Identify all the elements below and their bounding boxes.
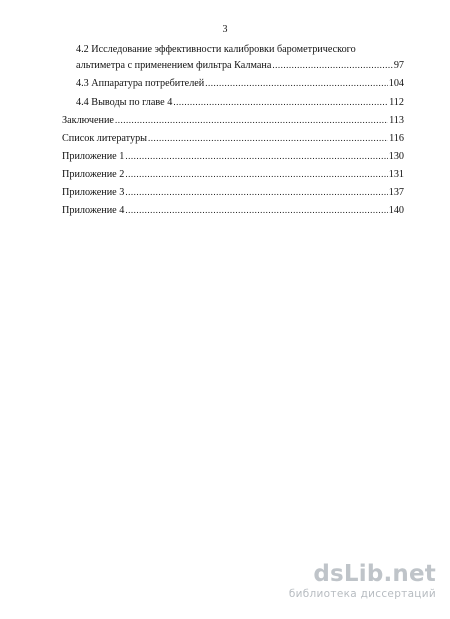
- toc-entry-4-4[interactable]: [76, 96, 404, 109]
- toc-entry-page: 116: [389, 133, 404, 144]
- leader-dots: [205, 77, 387, 89]
- toc-entry-label: Приложение 4: [62, 205, 125, 216]
- toc-entry-label: Приложение 2: [62, 169, 125, 180]
- leader-dots: [125, 186, 387, 198]
- page-number: 3: [222, 24, 228, 35]
- leader-dots: [148, 132, 388, 144]
- toc-entry-references[interactable]: [62, 132, 404, 145]
- toc-entry-4-2-line1: 4.2 Исследование эффективности калибровки барометрического: [76, 44, 356, 55]
- toc-entry-page: 104: [388, 78, 404, 89]
- watermark-subtitle: библиотека диссертаций: [288, 588, 436, 600]
- toc-entry-page: 112: [389, 97, 404, 108]
- toc-entry-label: Заключение: [62, 115, 114, 126]
- toc-entry-label: Приложение 1: [62, 151, 125, 162]
- toc-entry-label: Приложение 3: [62, 187, 125, 198]
- toc-entry-4-3[interactable]: [76, 77, 404, 90]
- toc-entry-page: 113: [389, 115, 404, 126]
- toc-entry-appendix-2[interactable]: [62, 168, 404, 181]
- toc-entry-page: 130: [388, 151, 404, 162]
- leader-dots: [125, 150, 387, 162]
- watermark-brand: dsLib.net: [313, 561, 436, 587]
- leader-dots: [115, 114, 388, 126]
- toc-entry-appendix-4[interactable]: [62, 204, 404, 217]
- toc-entry-page: 97: [393, 60, 404, 71]
- toc-entry-label: Список литературы: [62, 133, 148, 144]
- leader-dots: [173, 96, 388, 108]
- toc-entry-page: 137: [388, 187, 404, 198]
- toc-entry-page: 140: [388, 205, 404, 216]
- toc-entry-conclusion[interactable]: [62, 114, 404, 127]
- toc-entry-label: 4.3 Аппаратура потребителей: [76, 78, 205, 89]
- watermark: [266, 561, 436, 605]
- toc-entry-appendix-1[interactable]: [62, 150, 404, 163]
- toc-entry-label: 4.4 Выводы по главе 4: [76, 97, 173, 108]
- toc-entry-4-2[interactable]: [76, 59, 404, 72]
- toc-entry-page: 131: [388, 169, 404, 180]
- leader-dots: [272, 59, 392, 71]
- toc-entry-appendix-3[interactable]: [62, 186, 404, 199]
- toc-entry-label: альтиметра с применением фильтра Калмана: [76, 60, 272, 71]
- leader-dots: [125, 168, 387, 180]
- leader-dots: [125, 204, 387, 216]
